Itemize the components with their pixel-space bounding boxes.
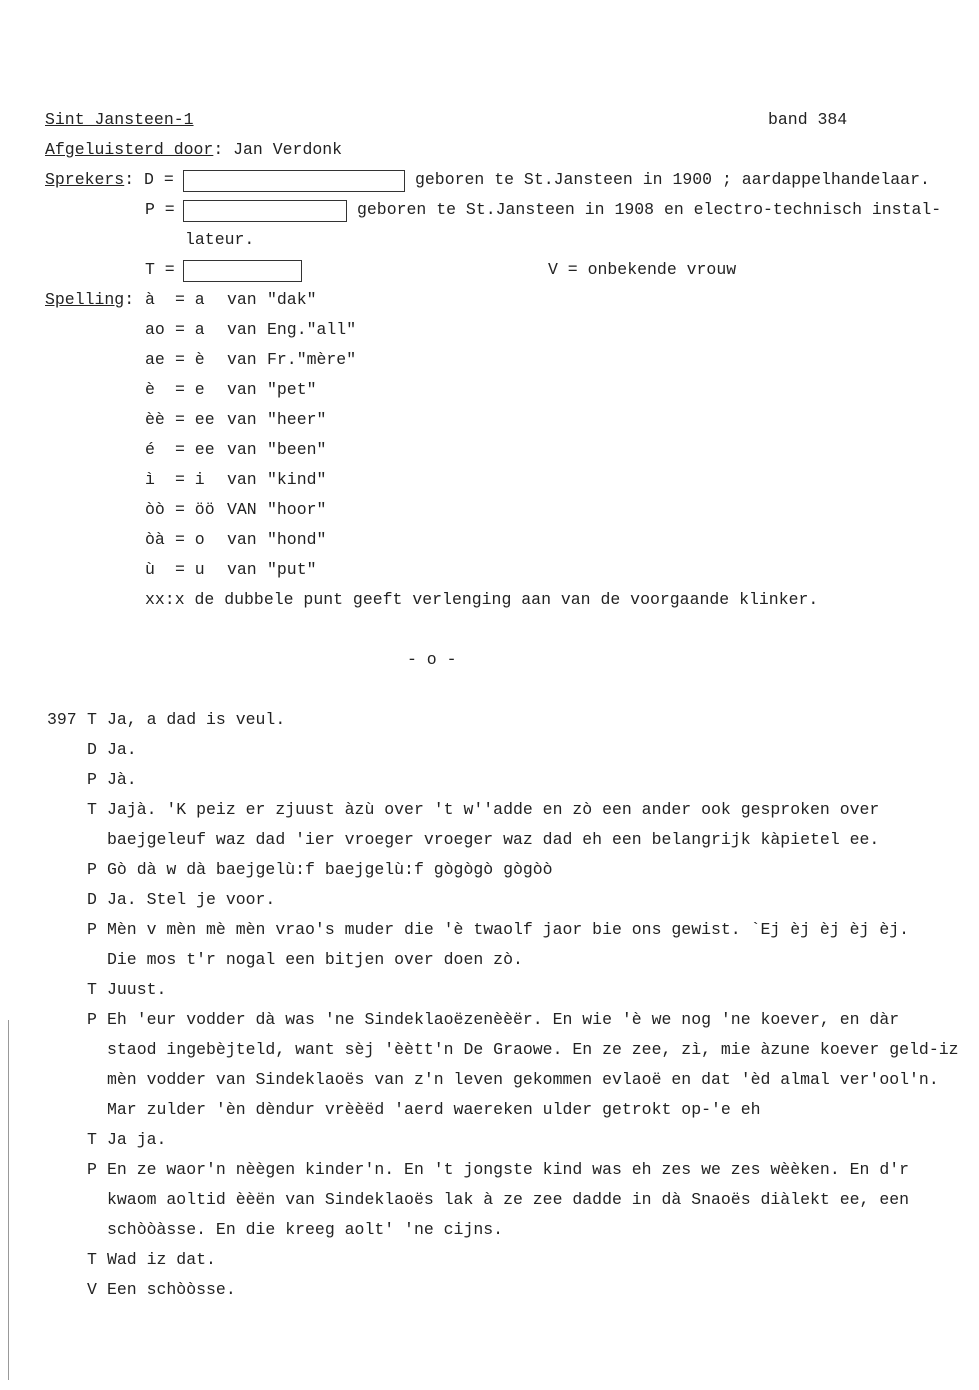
spelling-label: Spelling [45,290,125,309]
spelling-van: van [227,560,257,579]
spelling-eq: = i [175,470,205,489]
speaker-label: V [87,1280,97,1299]
spelling-eq: = u [175,560,205,579]
speaker-label: T [87,710,97,729]
speaker-p-info: geboren te St.Jansteen in 1908 en electro-technisch instal- [357,200,942,219]
spelling-word: "hoor" [267,500,327,519]
spelling-word: "dak" [267,290,317,309]
spelling-sym: è [145,380,155,399]
spelling-word: "put" [267,560,317,579]
spelling-eq: = e [175,380,205,399]
spelling-word: "heer" [267,410,327,429]
speaker-p-key: P = [145,200,175,219]
utterance-text: Mèn v mèn mè mèn vrao's muder die 'è twaolf jaor bie ons gewist. `Ej èj èj èj èj. [107,920,910,939]
utterance-text: Een schòòsse. [107,1280,236,1299]
utterance-text: Die mos t'r nogal een bitjen over doen zò. [107,950,523,969]
speaker-label: T [87,1250,97,1269]
redacted-name-p [183,200,347,222]
spelling-word: "pet" [267,380,317,399]
speakers-line [45,170,174,190]
spelling-eq: = a [175,320,205,339]
spelling-sym: ae [145,350,165,369]
spelling-word: Fr."mère" [267,350,357,369]
spelling-van: van [227,290,257,309]
speaker-v-info: V = onbekende vrouw [548,260,737,279]
band-number: band 384 [768,110,848,129]
spelling-sym: ù [145,560,155,579]
utterance-text: Juust. [107,980,167,999]
spelling-eq: = a [175,290,205,309]
speaker-d-info: geboren te St.Jansteen in 1900 ; aardappelhandelaar. [415,170,930,189]
utterance-text: staod ingebèjteld, want sèj 'èètt'n De Graowe. En ze zee, zì, mie àzune koever geld-iz [107,1040,959,1059]
margin-line [8,1020,9,1380]
spelling-sym: òà [145,530,165,549]
spelling-eq: = ee [175,410,215,429]
utterance-text: Ja, a dad is veul. [107,710,286,729]
speaker-label: P [87,860,97,879]
speakers-label: Sprekers [45,170,125,189]
utterance-text: Gò dà w dà baejgelù:f baejgelù:f gògògò gògòò [107,860,553,879]
spelling-van: VAN [227,500,257,519]
speaker-label: T [87,800,97,819]
spelling-eq: = öö [175,500,215,519]
spelling-label-line: Spelling: [45,290,135,309]
utterance-text: En ze waor'n nèègen kinder'n. En 't jongste kind was eh zes we zes wèèken. En d'r [107,1160,910,1179]
spelling-sym: ao [145,320,165,339]
transcriber-line [45,140,342,160]
utterance-text: Mar zulder 'èn dèndur vrèèëd 'aerd waereken ulder getrokt op-'e eh [107,1100,761,1119]
spelling-van: van [227,440,257,459]
speaker-label: P [87,920,97,939]
speaker-t-key: T = [145,260,175,279]
spelling-van: van [227,410,257,429]
spelling-word: "hond" [267,530,327,549]
spelling-word: "kind" [267,470,327,489]
spelling-van: van [227,320,257,339]
spelling-note: xx:x de dubbele punt geeft verlenging aan van de voorgaande klinker. [145,590,819,609]
spelling-word: Eng."all" [267,320,357,339]
spelling-sym: à [145,290,155,309]
utterance-text: mèn vodder van Sindeklaoës van z'n leven gekommen evlaoë en dat 'èd almal ver'ool'n. [107,1070,939,1089]
utterance-text: kwaom aoltid èèën van Sindeklaoës lak à ze zee dadde in dà Snaoës diàlekt ee, een [107,1190,910,1209]
utterance-text: Ja ja. [107,1130,167,1149]
utterance-text: schòòàsse. En die kreeg aolt' 'ne cijns. [107,1220,504,1239]
speaker-label: P [87,770,97,789]
redacted-name-t [183,260,302,282]
utterance-text: Ja. [107,740,137,759]
spelling-sym: èè [145,410,165,429]
spelling-eq: = ee [175,440,215,459]
utterance-text: Wad iz dat. [107,1250,216,1269]
speaker-p-info-cont: lateur. [185,230,255,249]
speaker-label: P [87,1010,97,1029]
speaker-d-key: : D = [124,170,174,189]
spelling-sym: é [145,440,155,459]
utterance-text: Eh 'eur vodder dà was 'ne Sindeklaoëzenèèër. En wie 'è we nog 'ne koever, en dàr [107,1010,900,1029]
spelling-eq: = è [175,350,205,369]
speaker-label: D [87,890,97,909]
spelling-sym: ì [145,470,155,489]
spelling-van: van [227,380,257,399]
transcriber-label: Afgeluisterd door [45,140,214,159]
utterance-text: Ja. Stel je voor. [107,890,276,909]
speaker-label: P [87,1160,97,1179]
spelling-word: "been" [267,440,327,459]
speaker-label: T [87,980,97,999]
transcriber-name: : Jan Verdonk [213,140,343,159]
utterance-text: Jà. [107,770,137,789]
document-title: Sint Jansteen-1 [45,110,194,129]
section-separator: - o - [407,650,457,669]
tape-counter: 397 [47,710,77,729]
utterance-text: baejgeleuf waz dad 'ier vroeger vroeger waz dad eh een belangrijk kàpietel ee. [107,830,880,849]
spelling-van: van [227,530,257,549]
speaker-label: T [87,1130,97,1149]
utterance-text: Jajà. 'K peiz er zjuust àzù over 't w''adde en zò een ander ook gesproken over [107,800,880,819]
speaker-label: D [87,740,97,759]
spelling-eq: = o [175,530,205,549]
spelling-van: van [227,350,257,369]
spelling-sym: òò [145,500,165,519]
spelling-van: van [227,470,257,489]
redacted-name-d [183,170,405,192]
